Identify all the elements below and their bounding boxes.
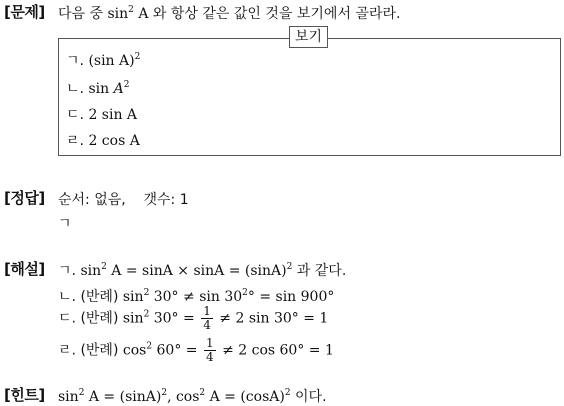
option-1 (66, 50, 140, 70)
option-body: sin (88, 81, 114, 97)
math: sin (80, 263, 102, 279)
math: ≠ 2 cos 60° = 1 (217, 342, 334, 359)
fraction-denominator: 4 (203, 318, 211, 332)
sup: 2 (78, 388, 85, 398)
option-sup: 2 (123, 80, 130, 90)
option-3 (66, 104, 137, 124)
problem-text-before: 다음 중 (58, 6, 108, 22)
math: sin (122, 310, 144, 327)
fraction-denominator: 4 (205, 350, 214, 364)
sup: 2 (146, 341, 153, 352)
option-marker: ㄴ. (66, 81, 84, 97)
explanation-marker: ㄱ. (58, 263, 76, 279)
option-sup: 2 (134, 52, 141, 62)
fraction (201, 305, 213, 332)
explanation-line-4 (58, 337, 334, 364)
math: 30° = (149, 310, 200, 327)
answer-line-2: ㄱ (58, 216, 72, 232)
answer-line-1: 순서: 없음, 갯수: 1 (58, 192, 189, 208)
math: sin (122, 289, 144, 305)
problem-label: [문제] (4, 3, 45, 21)
explanation-line-3 (58, 305, 328, 332)
option-marker: ㄱ. (66, 53, 84, 69)
math: ≠ 2 sin 30° = 1 (214, 310, 329, 327)
sup: 2 (143, 309, 150, 320)
sup: 2 (101, 262, 107, 272)
math: 60° = (152, 342, 202, 359)
option-2 (66, 78, 129, 98)
option-body: 2 sin A (88, 107, 138, 123)
math: A = (cosA) (205, 389, 285, 405)
math: A = (sinA) (84, 389, 162, 405)
option-body: (sin A) (88, 53, 135, 69)
option-marker: ㄹ. (66, 133, 84, 149)
problem-math-exp: 2 (128, 5, 134, 15)
fraction-numerator: 1 (203, 304, 211, 318)
text: 과 같다. (292, 263, 347, 279)
math: , cos (167, 389, 200, 405)
hint-text (58, 386, 327, 406)
fraction (204, 337, 216, 364)
sup: 2 (286, 262, 293, 272)
option-italic: A (113, 81, 124, 97)
sup: 2 (242, 288, 248, 298)
counterexample-label: (반례) (80, 342, 119, 359)
problem-math-arg: A (133, 6, 149, 22)
problem-math-fn: sin (107, 6, 129, 22)
math: ° = sin 900° (247, 289, 335, 305)
math: A = sinA × sinA = (sinA) (106, 263, 287, 279)
option-4 (66, 130, 140, 150)
options-box-title: 보기 (289, 26, 328, 48)
sup: 2 (161, 388, 168, 398)
explanation-marker: ㄹ. (58, 342, 76, 359)
sup: 2 (143, 288, 150, 298)
text: 이다. (290, 389, 327, 405)
explanation-line-1 (58, 260, 346, 280)
counterexample-label: (반례) (80, 310, 119, 327)
explanation-marker: ㄷ. (58, 310, 76, 327)
option-marker: ㄷ. (66, 107, 84, 123)
problem-text-after: 와 항상 같은 값인 것을 보기에서 골라라. (148, 6, 401, 22)
problem-text (58, 3, 400, 23)
explanation-label: [해설] (4, 260, 45, 278)
sup: 2 (199, 388, 206, 398)
explanation-marker: ㄴ. (58, 289, 76, 305)
math: cos (122, 342, 147, 359)
answer-label: [정답] (4, 189, 45, 207)
sup: 2 (284, 388, 291, 398)
option-body: 2 cos A (88, 133, 140, 149)
math: 30° ≠ sin 30 (149, 289, 243, 305)
counterexample-label: (반례) (80, 289, 119, 305)
explanation-line-2 (58, 286, 334, 306)
math: sin (58, 389, 79, 405)
hint-label: [힌트] (4, 386, 45, 404)
fraction-numerator: 1 (205, 336, 214, 350)
